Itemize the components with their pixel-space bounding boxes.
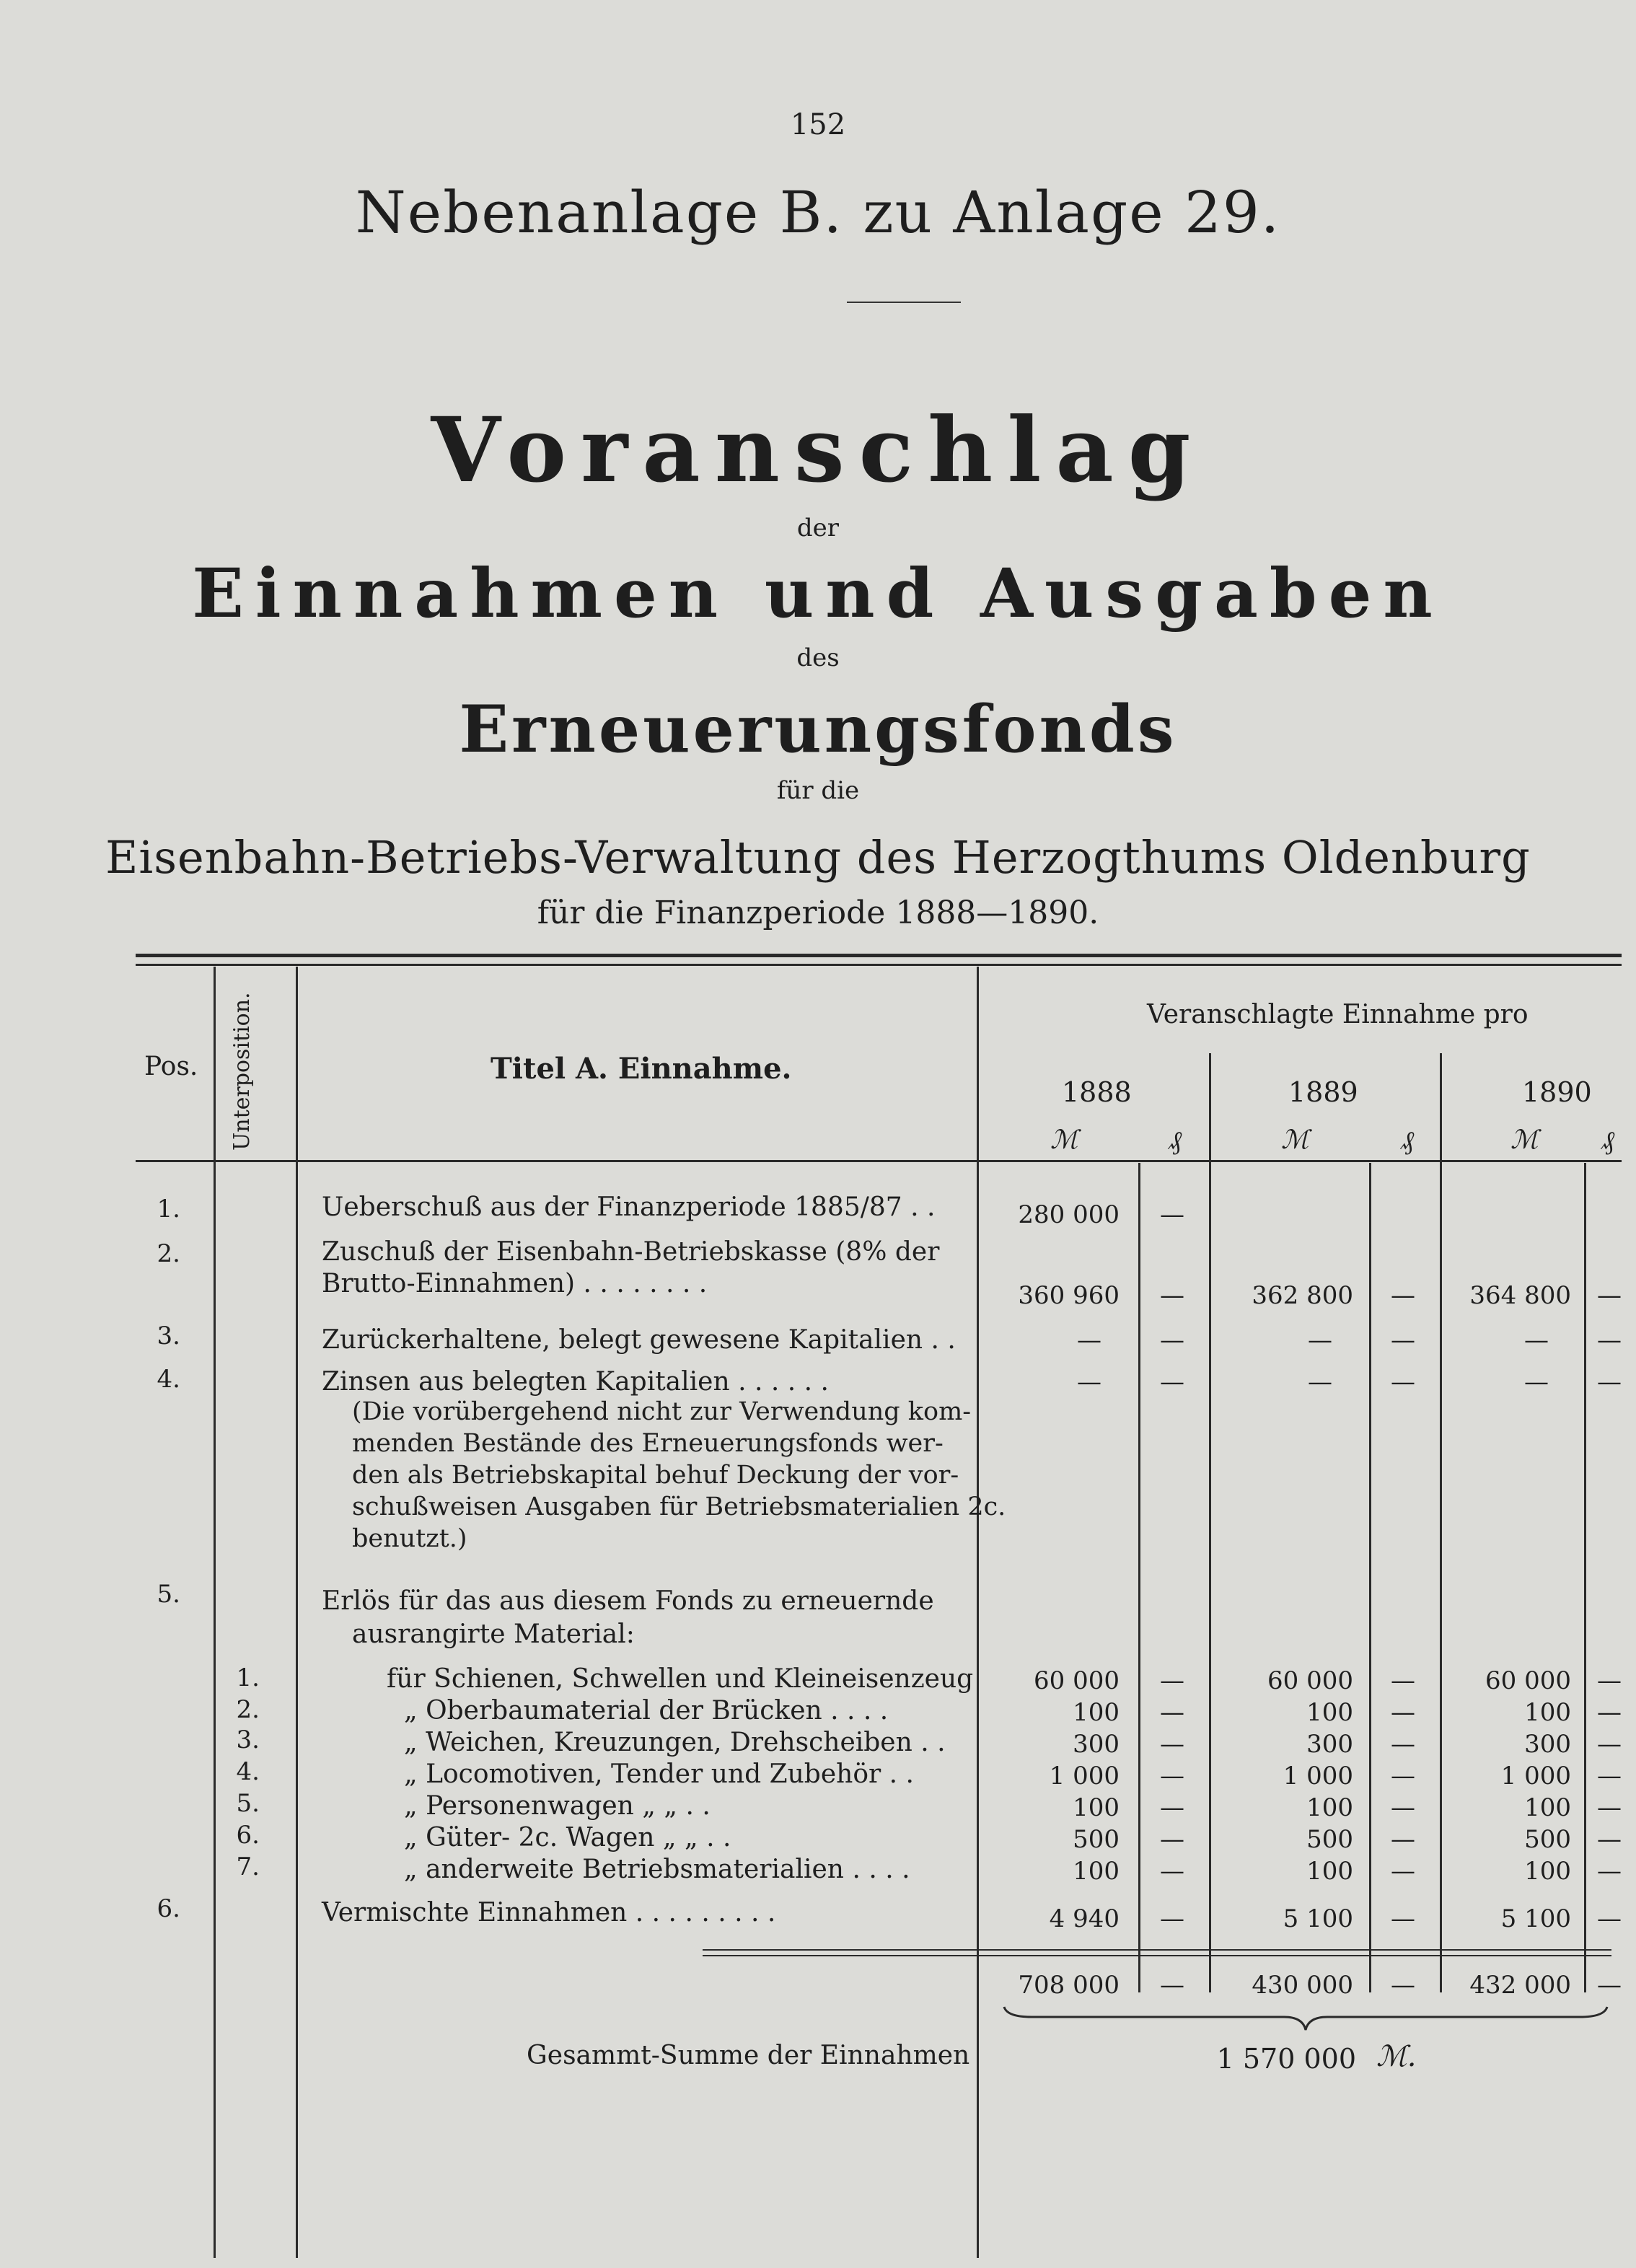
row-1-1888: 280 000 — [1018, 1200, 1120, 1229]
unit-mark-1888: ℳ — [1050, 1125, 1078, 1155]
sub-5-6-1889-pf: — — [1391, 1825, 1415, 1854]
row-6-1890: 5 100 — [1500, 1904, 1571, 1933]
row-3-1890-pf: — — [1597, 1326, 1622, 1355]
row-6-1889: 5 100 — [1283, 1904, 1353, 1933]
vline-1888-pf — [1138, 1163, 1140, 1992]
sub-5-7-1889-pf: — — [1391, 1857, 1415, 1886]
title-word-des: des — [796, 643, 840, 672]
sub-5-6-1888-pf: — — [1160, 1825, 1184, 1854]
sub-5-4-1888: 1 000 — [1049, 1762, 1120, 1790]
sub-5-6-1890: 500 — [1524, 1825, 1571, 1854]
row-5-desc-line-2: ausrangirte Material: — [352, 1619, 635, 1649]
sub-5-7-1888-pf: — — [1160, 1857, 1184, 1886]
sub-5-4-1889-pf: — — [1391, 1762, 1415, 1790]
title-word-fuer-die: für die — [776, 776, 860, 805]
page-number: 152 — [790, 108, 846, 141]
vline-unterpos — [296, 967, 298, 2258]
sub-5-5-1888: 100 — [1073, 1793, 1120, 1822]
sub-5-6-1889: 500 — [1306, 1825, 1353, 1854]
header-veranschlagte: Veranschlagte Einnahme pro — [1147, 1000, 1529, 1029]
header-pos: Pos. — [144, 1052, 198, 1081]
row-2-desc-line-2: Brutto-Einnahmen) . . . . . . . . — [322, 1269, 708, 1298]
row-2-desc-line-1: Zuschuß der Eisenbahn-Betriebskasse (8% der — [322, 1237, 940, 1267]
sub-5-2-1888-pf: — — [1160, 1698, 1184, 1727]
table-top-rule-1 — [136, 954, 1622, 957]
sub-5-5-1890: 100 — [1524, 1793, 1571, 1822]
sub-5-2-desc: „ Oberbaumaterial der Brücken . . . . — [404, 1696, 889, 1726]
sub-5-3-pos: 3. — [236, 1726, 260, 1754]
title-divider — [847, 302, 961, 303]
title-line-3: Erneuerungsfonds — [459, 691, 1177, 768]
sub-5-4-desc: „ Locomotiven, Tender und Zubehör . . — [404, 1759, 914, 1789]
totals-rule-1 — [703, 1949, 1611, 1951]
vline-1888 — [1209, 1053, 1211, 1992]
sub-5-1-desc: für Schienen, Schwellen und Kleineisenzeug — [387, 1664, 974, 1694]
row-5-desc-line-1: Erlös für das aus diesem Fonds zu erneuernde — [322, 1586, 934, 1616]
row-2-1889-pf: — — [1391, 1281, 1415, 1310]
note-line-5: benutzt.) — [352, 1524, 467, 1553]
row-3-1890: — — [1524, 1326, 1549, 1355]
vline-1890-pf — [1584, 1163, 1586, 1992]
row-1-pos: 1. — [157, 1195, 180, 1223]
sub-5-2-1890-pf: — — [1597, 1698, 1622, 1727]
sub-5-4-1889: 1 000 — [1283, 1762, 1353, 1790]
sub-5-2-1889: 100 — [1306, 1698, 1353, 1727]
row-4-1890: — — [1524, 1368, 1549, 1397]
table-top-rule-2 — [136, 964, 1622, 966]
total-1889-pf: — — [1391, 1971, 1415, 2000]
unit-pf-1889: ₰ — [1401, 1126, 1414, 1156]
sub-5-7-desc: „ anderweite Betriebsmaterialien . . . . — [404, 1855, 910, 1884]
sub-5-6-1890-pf: — — [1597, 1825, 1622, 1854]
row-4-desc: Zinsen aus belegten Kapitalien . . . . . . — [322, 1367, 829, 1397]
sub-5-7-1890-pf: — — [1597, 1857, 1622, 1886]
vline-pos — [214, 967, 216, 2258]
unit-pf-1888: ₰ — [1169, 1126, 1182, 1156]
grand-total-unit: ℳ. — [1376, 2040, 1417, 2073]
row-4-pos: 4. — [157, 1365, 180, 1394]
header-unterposition: Unterposition. — [229, 992, 255, 1151]
sub-5-4-pos: 4. — [236, 1757, 260, 1786]
sub-5-3-1890: 300 — [1524, 1730, 1571, 1759]
row-2-1890-pf: — — [1597, 1281, 1622, 1310]
sub-5-4-1890-pf: — — [1597, 1762, 1622, 1790]
row-4-1889: — — [1308, 1368, 1332, 1397]
sub-5-3-1889: 300 — [1306, 1730, 1353, 1759]
sub-5-5-desc: „ Personenwagen „ „ . . — [404, 1791, 711, 1821]
total-1889: 430 000 — [1252, 1971, 1353, 2000]
note-line-2: menden Bestände des Erneuerungsfonds wer- — [352, 1429, 944, 1458]
unit-mark-1889: ℳ — [1281, 1125, 1309, 1155]
total-1888-pf: — — [1160, 1971, 1184, 2000]
row-3-1888: — — [1077, 1326, 1101, 1355]
sub-5-3-1889-pf: — — [1391, 1730, 1415, 1759]
sub-5-3-1890-pf: — — [1597, 1730, 1622, 1759]
row-6-desc: Vermischte Einnahmen . . . . . . . . . — [322, 1898, 776, 1928]
finance-period: für die Finanzperiode 1888—1890. — [537, 895, 1099, 931]
total-1890-pf: — — [1597, 1971, 1622, 2000]
table-header-rule — [136, 1160, 1622, 1162]
sub-5-3-desc: „ Weichen, Kreuzungen, Drehscheiben . . — [404, 1728, 946, 1757]
row-4-1889-pf: — — [1391, 1368, 1415, 1397]
total-1888: 708 000 — [1018, 1971, 1120, 2000]
vline-title — [977, 967, 979, 2258]
sub-5-6-desc: „ Güter- 2c. Wagen „ „ . . — [404, 1823, 731, 1852]
row-6-1890-pf: — — [1597, 1904, 1622, 1933]
supplement-title: Nebenanlage B. zu Anlage 29. — [355, 179, 1281, 246]
row-1-1888-pf: — — [1160, 1200, 1184, 1229]
sub-5-1-1889-pf: — — [1391, 1666, 1415, 1695]
note-line-3: den als Betriebskapital behuf Deckung der vor- — [352, 1461, 959, 1490]
unit-mark-1890: ℳ — [1510, 1125, 1539, 1155]
row-3-1889: — — [1308, 1326, 1332, 1355]
sub-5-1-pos: 1. — [236, 1663, 260, 1692]
header-year-1890: 1890 — [1522, 1076, 1592, 1108]
grand-total-value: 1 570 000 — [1216, 2043, 1356, 2075]
grand-total-label: Gesammt-Summe der Einnahmen — [527, 2041, 970, 2070]
sub-5-6-pos: 6. — [236, 1821, 260, 1850]
row-6-1889-pf: — — [1391, 1904, 1415, 1933]
row-3-1889-pf: — — [1391, 1326, 1415, 1355]
document-title: Voranschlag — [431, 398, 1205, 503]
row-6-pos: 6. — [157, 1894, 180, 1923]
row-4-1888: — — [1077, 1368, 1101, 1397]
sub-5-5-1889-pf: — — [1391, 1793, 1415, 1822]
row-3-1888-pf: — — [1160, 1326, 1184, 1355]
vline-1889-pf — [1369, 1163, 1371, 1992]
sub-5-4-1888-pf: — — [1160, 1762, 1184, 1790]
sub-5-7-1890: 100 — [1524, 1857, 1571, 1886]
title-line-2: Einnahmen und Ausgaben — [192, 554, 1444, 633]
sub-5-3-1888: 300 — [1073, 1730, 1120, 1759]
row-5-pos: 5. — [157, 1580, 180, 1609]
row-3-desc: Zurückerhaltene, belegt gewesene Kapitalien . . — [322, 1325, 956, 1355]
row-2-pos: 2. — [157, 1239, 180, 1268]
sub-5-3-1888-pf: — — [1160, 1730, 1184, 1759]
sub-5-1-1890: 60 000 — [1485, 1666, 1571, 1695]
sub-5-7-pos: 7. — [236, 1852, 260, 1881]
sub-5-1-1888: 60 000 — [1034, 1666, 1120, 1695]
row-4-1888-pf: — — [1160, 1368, 1184, 1397]
row-1-desc: Ueberschuß aus der Finanzperiode 1885/87 . . — [322, 1192, 936, 1222]
sub-5-7-1888: 100 — [1073, 1857, 1120, 1886]
note-line-1: (Die vorübergehend nicht zur Verwendung kom- — [352, 1397, 972, 1426]
sub-5-2-1890: 100 — [1524, 1698, 1571, 1727]
vline-1889 — [1440, 1053, 1442, 1992]
unit-pf-1890: ₰ — [1601, 1126, 1614, 1156]
row-6-1888-pf: — — [1160, 1904, 1184, 1933]
title-word-der: der — [796, 514, 840, 542]
sub-5-1-1889: 60 000 — [1267, 1666, 1353, 1695]
note-line-4: schußweisen Ausgaben für Betriebsmaterialien 2c. — [352, 1493, 1006, 1521]
row-2-1890: 364 800 — [1469, 1281, 1571, 1310]
row-2-1888: 360 960 — [1018, 1281, 1120, 1310]
sub-5-1-1890-pf: — — [1597, 1666, 1622, 1695]
sub-5-5-1888-pf: — — [1160, 1793, 1184, 1822]
sub-5-2-pos: 2. — [236, 1695, 260, 1724]
totals-brace — [1003, 2004, 1609, 2033]
row-3-pos: 3. — [157, 1322, 180, 1350]
sub-5-4-1890: 1 000 — [1500, 1762, 1571, 1790]
sub-5-1-1888-pf: — — [1160, 1666, 1184, 1695]
title-line-4: Eisenbahn-Betriebs-Verwaltung des Herzogthums Oldenburg — [105, 831, 1531, 884]
sub-5-2-1888: 100 — [1073, 1698, 1120, 1727]
row-2-1888-pf: — — [1160, 1281, 1184, 1310]
row-2-1889: 362 800 — [1252, 1281, 1353, 1310]
sub-5-7-1889: 100 — [1306, 1857, 1353, 1886]
sub-5-5-1889: 100 — [1306, 1793, 1353, 1822]
header-year-1888: 1888 — [1062, 1076, 1132, 1108]
sub-5-5-pos: 5. — [236, 1789, 260, 1818]
sub-5-2-1889-pf: — — [1391, 1698, 1415, 1727]
totals-rule-2 — [703, 1955, 1611, 1956]
sub-5-6-1888: 500 — [1073, 1825, 1120, 1854]
row-6-1888: 4 940 — [1049, 1904, 1120, 1933]
header-year-1889: 1889 — [1288, 1076, 1358, 1108]
sub-5-5-1890-pf: — — [1597, 1793, 1622, 1822]
row-4-1890-pf: — — [1597, 1368, 1622, 1397]
header-title-einnahme: Titel A. Einnahme. — [491, 1052, 792, 1086]
total-1890: 432 000 — [1469, 1971, 1571, 2000]
